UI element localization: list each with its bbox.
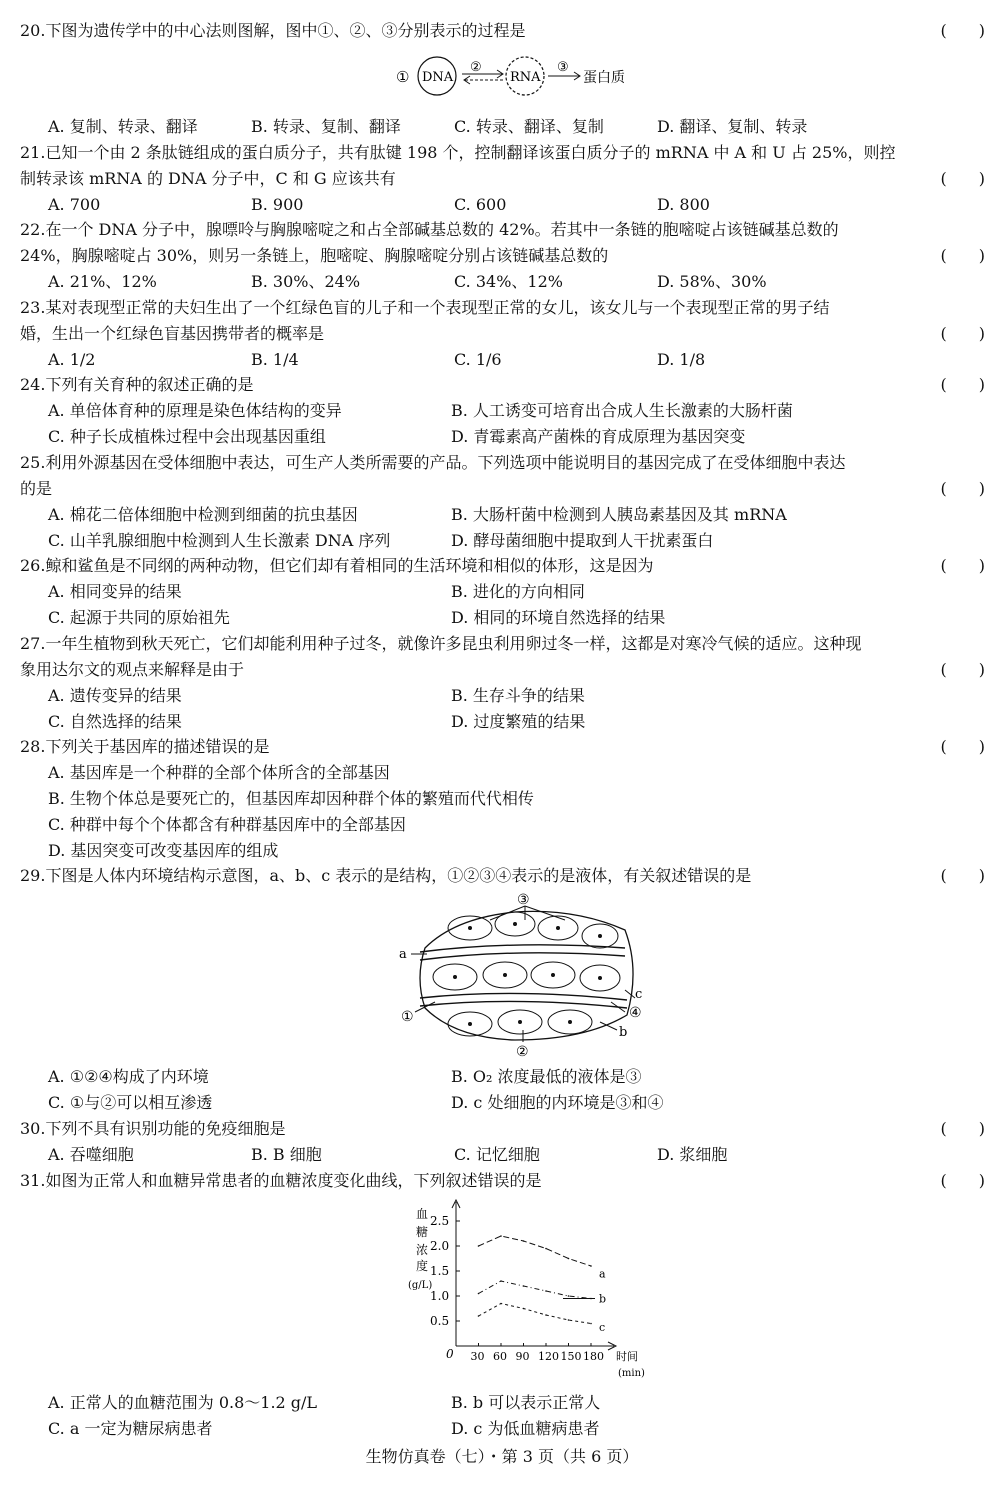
label-dna: DNA — [422, 70, 454, 85]
question-stem: 29.下图是人体内环境结构示意图，a、b、c 表示的是结构，①②③④表示的是液体，有关叙述错误的是 — [20, 866, 752, 885]
y-tick-label: 1.0 — [430, 1289, 450, 1303]
series-line-c — [479, 1304, 592, 1324]
option-d: D. 翻译、复制、转录 — [657, 117, 808, 136]
option-a: A. 基因库是一个种群的全部个体所含的全部基因 — [48, 763, 390, 782]
option-c: C. 山羊乳腺细胞中检测到人生长激素 DNA 序列 — [48, 531, 391, 550]
option-b: B. O₂ 浓度最低的液体是③ — [451, 1067, 642, 1086]
question-stem: 30.下列不具有识别功能的免疫细胞是 — [20, 1119, 286, 1138]
y-axis-label: (g/L) — [408, 1280, 433, 1291]
page-footer: 生物仿真卷（七）・第 3 页（共 6 页） — [365, 1447, 639, 1466]
label-c: c — [635, 987, 643, 1002]
answer-bracket: ( ) — [940, 1119, 985, 1138]
data-point-c — [523, 1308, 525, 1310]
option-d: D. 800 — [657, 195, 710, 214]
answer-bracket: ( ) — [940, 375, 985, 394]
question-stem-line2: 婚，生出一个红绿色盲基因携带者的概率是 — [20, 324, 325, 343]
option-d: D. 基因突变可改变基因库的组成 — [48, 841, 279, 860]
options-21 — [48, 192, 978, 218]
option-d: D. 青霉素高产菌株的育成原理为基因突变 — [451, 427, 746, 446]
answer-bracket: ( ) — [940, 556, 985, 575]
question-stem-line2: 24%，胸腺嘧啶占 30%，则另一条链上，胞嘧啶、胸腺嘧啶分别占该链碱基总数的 — [20, 246, 609, 265]
x-tick-label: 60 — [493, 1350, 507, 1363]
option-d: D. 浆细胞 — [657, 1145, 728, 1164]
x-tick-label: 120 — [538, 1350, 559, 1363]
option-b: B. 大肠杆菌中检测到人胰岛素基因及其 mRNA — [451, 505, 787, 524]
options-22 — [48, 269, 978, 295]
data-point-a — [478, 1245, 480, 1247]
option-c: C. ①与②可以相互渗透 — [48, 1093, 213, 1112]
option-c: C. 记忆细胞 — [454, 1145, 540, 1164]
question-21 — [20, 140, 985, 192]
options-20 — [48, 114, 978, 140]
option-b: B. 人工诱变可培育出合成人生长激素的大肠杆菌 — [451, 401, 793, 420]
options-27 — [48, 683, 978, 735]
y-tick-label: 0.5 — [430, 1314, 450, 1328]
label-4: ④ — [629, 1005, 642, 1021]
question-23 — [20, 295, 985, 347]
label-2: ② — [470, 60, 482, 75]
question-stem: 31.如图为正常人和血糖异常患者的血糖浓度变化曲线，下列叙述错误的是 — [20, 1171, 542, 1190]
y-axis-label: 糖 — [416, 1225, 429, 1239]
option-c: C. 自然选择的结果 — [48, 712, 182, 731]
data-point-c — [590, 1323, 592, 1325]
option-b: B. 1/4 — [251, 350, 299, 369]
data-point-a — [590, 1265, 592, 1267]
data-point-b — [568, 1295, 570, 1297]
options-30 — [48, 1142, 978, 1168]
question-stem-line2: 的是 — [20, 479, 53, 498]
y-tick-label: 2.5 — [430, 1214, 450, 1228]
options-25 — [48, 502, 978, 554]
label-b: b — [619, 1025, 628, 1040]
question-stem: 20.下图为遗传学中的中心法则图解，图中①、②、③分别表示的过程是 — [20, 21, 526, 40]
data-point-c — [545, 1314, 547, 1316]
question-25 — [20, 450, 985, 502]
option-d: D. c 为低血糖病患者 — [451, 1419, 600, 1438]
x-tick-label: 90 — [515, 1350, 530, 1363]
blood-glucose-chart — [404, 1196, 645, 1379]
answer-bracket: ( ) — [940, 21, 985, 40]
label-a: a — [399, 947, 407, 962]
answer-bracket: ( ) — [940, 866, 985, 885]
data-point-b — [478, 1293, 480, 1295]
question-20 — [20, 18, 985, 44]
option-a: A. 相同变异的结果 — [48, 582, 182, 601]
question-stem-line2: 象用达尔文的观点来解释是由于 — [20, 660, 245, 679]
question-29 — [20, 863, 985, 889]
options-31 — [48, 1390, 978, 1442]
question-stem-line2: 制转录该 mRNA 的 DNA 分子中，C 和 G 应该共有 — [20, 169, 396, 188]
series-label-c: c — [599, 1321, 606, 1334]
question-stem-line1: 21.已知一个由 2 条肽链组成的蛋白质分子，共有肽键 198 个，控制翻译该蛋白质分子的 mRNA 中 A 和 U 占 25%，则控 — [20, 143, 896, 162]
data-point-a — [568, 1258, 570, 1260]
y-axis-label: 度 — [416, 1259, 429, 1273]
series-label-a: a — [599, 1267, 606, 1281]
y-tick-label: 1.5 — [430, 1264, 450, 1278]
option-d: D. 相同的环境自然选择的结果 — [451, 608, 666, 627]
option-a: A. 1/2 — [48, 350, 96, 369]
option-d: D. 酵母菌细胞中提取到人干扰素蛋白 — [451, 531, 714, 550]
data-point-a — [545, 1248, 547, 1250]
option-c: C. 种子长成植株过程中会出现基因重组 — [48, 427, 326, 446]
option-d: D. 58%、30% — [657, 272, 767, 291]
question-stem-line1: 23.某对表现型正常的夫妇生出了一个红绿色盲的儿子和一个表现型正常的女儿，该女儿与一个表现型正常的男子结 — [20, 298, 830, 317]
options-24 — [48, 398, 978, 450]
option-b: B. 生物个体总是要死亡的，但基因库却因种群个体的繁殖而代代相传 — [48, 789, 534, 808]
label-3: ③ — [557, 60, 569, 75]
option-a: A. ①②④构成了内环境 — [48, 1067, 209, 1086]
question-stem: 28.下列关于基因库的描述错误的是 — [20, 737, 270, 756]
option-c: C. a 一定为糖尿病患者 — [48, 1419, 213, 1438]
options-26 — [48, 579, 978, 631]
options-29 — [48, 1064, 978, 1116]
option-a: A. 遗传变异的结果 — [48, 686, 182, 705]
option-c: C. 起源于共同的原始祖先 — [48, 608, 230, 627]
label-rna: RNA — [510, 70, 541, 85]
data-point-c — [478, 1315, 480, 1317]
question-stem-line1: 22.在一个 DNA 分子中，腺嘌呤与胸腺嘧啶之和占全部碱基总数的 42%。若其中一条链的胞嘧啶占该链碱基总数的 — [20, 220, 839, 239]
x-axis-label: 时间 — [616, 1350, 638, 1363]
option-b: B. b 可以表示正常人 — [451, 1393, 601, 1412]
y-axis-label: 血 — [416, 1207, 429, 1221]
answer-bracket: ( ) — [940, 660, 985, 679]
label-3: ③ — [517, 892, 530, 908]
option-d: D. 过度繁殖的结果 — [451, 712, 586, 731]
label-2: ② — [516, 1044, 529, 1060]
question-27 — [20, 631, 985, 683]
question-22 — [20, 217, 985, 269]
question-stem-line1: 27.一年生植物到秋天死亡，它们却能利用种子过冬，就像许多昆虫利用卵过冬一样，这都是对寒冷气候的适应。这种现 — [20, 634, 862, 653]
x-axis-unit: (min) — [618, 1368, 645, 1379]
option-a: A. 单倍体育种的原理是染色体结构的变异 — [48, 401, 342, 420]
option-c: C. 34%、12% — [454, 272, 563, 291]
option-b: B. 30%、24% — [251, 272, 361, 291]
option-a: A. 吞噬细胞 — [48, 1145, 134, 1164]
y-axis-label: 浓 — [416, 1243, 429, 1257]
question-stem: 26.鲸和鲨鱼是不同纲的两种动物，但它们却有着相同的生活环境和相似的体形，这是因为 — [20, 556, 654, 575]
option-d: D. 1/8 — [657, 350, 706, 369]
option-c: C. 种群中每个个体都含有种群基因库中的全部基因 — [48, 815, 406, 834]
question-30 — [20, 1116, 985, 1142]
x-tick-label: 150 — [560, 1350, 582, 1363]
question-26 — [20, 553, 985, 579]
data-point-c — [568, 1319, 570, 1321]
label-1: ① — [396, 68, 410, 86]
option-c: C. 1/6 — [454, 350, 502, 369]
answer-bracket: ( ) — [940, 169, 985, 188]
option-a: A. 21%、12% — [48, 272, 157, 291]
options-23 — [48, 347, 978, 373]
option-a: A. 700 — [48, 195, 101, 214]
option-b: B. B 细胞 — [251, 1145, 322, 1164]
options-28 — [48, 760, 978, 864]
answer-bracket: ( ) — [940, 324, 985, 343]
label-1: ① — [401, 1009, 414, 1025]
data-point-b — [545, 1290, 547, 1292]
answer-bracket: ( ) — [940, 479, 985, 498]
series-label-b: b — [599, 1292, 607, 1306]
option-a: A. 棉花二倍体细胞中检测到细菌的抗虫基因 — [48, 505, 358, 524]
option-b: B. 900 — [251, 195, 304, 214]
question-31 — [20, 1168, 985, 1194]
option-a: A. 正常人的血糖范围为 0.8～1.2 g/L — [48, 1393, 318, 1412]
data-point-a — [500, 1235, 502, 1237]
answer-bracket: ( ) — [940, 737, 985, 756]
data-point-a — [523, 1240, 525, 1242]
series-line-a — [479, 1236, 592, 1266]
question-stem: 24.下列有关育种的叙述正确的是 — [20, 375, 254, 394]
x-tick-label: 30 — [470, 1350, 485, 1363]
answer-bracket: ( ) — [940, 246, 985, 265]
question-stem-line1: 25.利用外源基因在受体细胞中表达，可生产人类所需要的产品。下列选项中能说明目的基因完成了在受体细胞中表达 — [20, 453, 846, 472]
question-24 — [20, 372, 985, 398]
option-c: C. 600 — [454, 195, 507, 214]
data-point-c — [500, 1303, 502, 1305]
question-28 — [20, 734, 985, 760]
data-point-b — [500, 1280, 502, 1282]
x-tick-label: 180 — [583, 1350, 604, 1363]
origin-label: 0 — [446, 1347, 454, 1361]
option-d: D. c 处细胞的内环境是③和④ — [451, 1093, 664, 1112]
series-line-b — [479, 1281, 592, 1299]
central-dogma-diagram — [390, 54, 640, 100]
option-b: B. 生存斗争的结果 — [451, 686, 585, 705]
y-tick-label: 2.0 — [430, 1239, 450, 1253]
option-a: A. 复制、转录、翻译 — [48, 117, 198, 136]
answer-bracket: ( ) — [940, 1171, 985, 1190]
data-point-b — [523, 1285, 525, 1287]
option-b: B. 进化的方向相同 — [451, 582, 585, 601]
internal-environment-diagram — [395, 890, 645, 1062]
option-c: C. 转录、翻译、复制 — [454, 117, 604, 136]
option-b: B. 转录、复制、翻译 — [251, 117, 401, 136]
label-protein: 蛋白质 — [583, 70, 625, 86]
